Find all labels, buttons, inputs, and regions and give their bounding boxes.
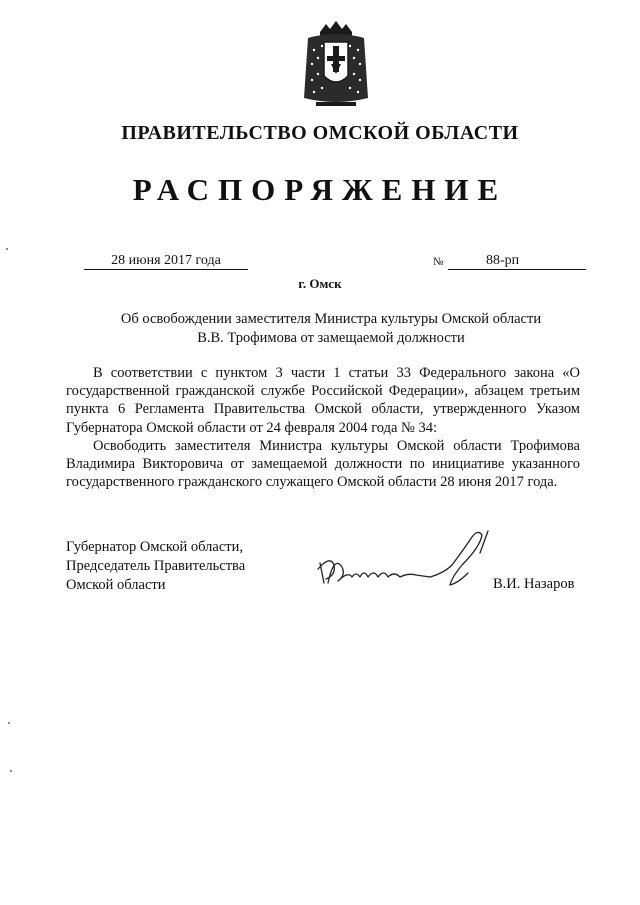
scan-margin-mark xyxy=(6,248,8,250)
scan-margin-mark xyxy=(10,770,12,772)
document-subject xyxy=(96,310,566,348)
body-paragraph-1: В соответствии с пунктом 3 части 1 статьи 33 Федерального закона «О государственной гражданской службе Российской Федерации», абзацем третьим пункта 6 Регламента Правительства Омской области, утвержденного Указом Губернатора Омской области от 24 февраля 2004 года № 34: xyxy=(66,365,580,436)
handwritten-signature-icon xyxy=(312,525,498,597)
document-number-field xyxy=(448,253,586,270)
signer-position-line-1: Губернатор Омской области, xyxy=(66,539,243,555)
number-label: № xyxy=(433,256,444,268)
document-type-title: РАСПОРЯЖЕНИЕ xyxy=(132,172,508,207)
body-paragraph-2: Освободить заместителя Министра культуры Омской области Трофимова Владимира Викторовича от замещаемой должности по инициативе указанного государственного гражданского служащего Омской области 28 июня 2017 года. xyxy=(66,437,580,491)
signer-name: В.И. Назаров xyxy=(493,576,575,592)
document-number: 88-рп xyxy=(486,253,520,268)
signer-position-line-3: Омской области xyxy=(66,577,166,593)
signer-position-line-2: Председатель Правительства xyxy=(66,558,246,574)
document-body xyxy=(66,364,580,491)
signer-position xyxy=(66,538,245,595)
subject-line-2: В.В. Трофимова от замещаемой должности xyxy=(197,330,465,346)
scan-margin-mark xyxy=(8,722,10,724)
subject-line-1: Об освобождении заместителя Министра культуры Омской области xyxy=(120,311,542,327)
government-title: ПРАВИТЕЛЬСТВО ОМСКОЙ ОБЛАСТИ xyxy=(121,122,519,144)
coat-of-arms-icon xyxy=(296,18,376,118)
document-date: 28 июня 2017 года xyxy=(84,253,248,270)
city-name: г. Омск xyxy=(298,276,342,291)
